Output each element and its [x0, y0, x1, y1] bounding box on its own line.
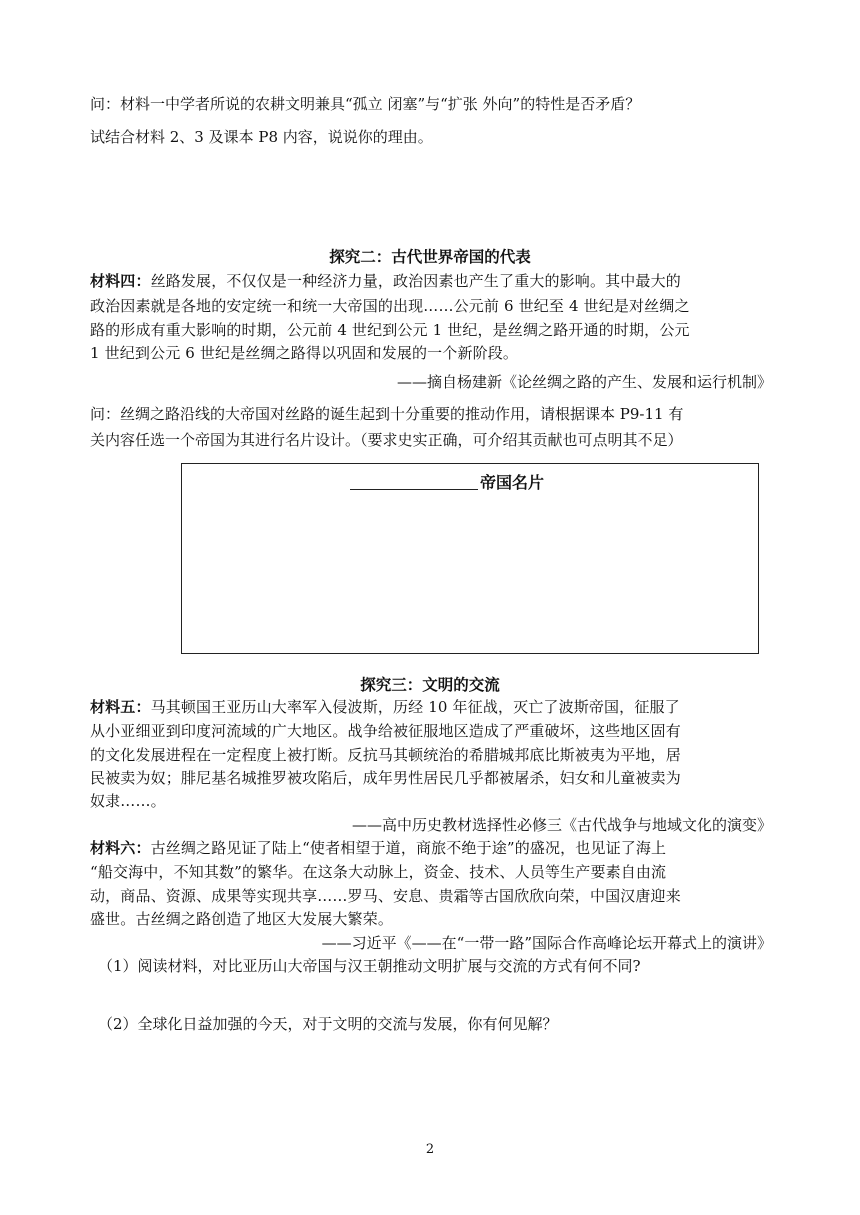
- material-text: “船交海中，不知其数”的繁华。在这条大动脉上，资金、技术、人员等生产要素自由流: [90, 863, 667, 881]
- material-paragraph: [90, 271, 780, 291]
- material-source: ——高中历史教材选择性必修三《古代战争与地域文化的演变》: [351, 816, 772, 834]
- material-text: 民被卖为奴；腓尼基名城推罗被攻陷后，成年男性居民几乎都被屠杀，妇女和儿童被卖为: [90, 769, 681, 787]
- material-text: 丝路发展，不仅仅是一种经济力量，政治因素也产生了重大的影响。其中最大的: [150, 272, 681, 290]
- material-paragraph: [90, 838, 780, 858]
- question-text: 关内容任选一个帝国为其进行名片设计。（要求史实正确，可介绍其贡献也可点明其不足）: [90, 431, 683, 449]
- material-paragraph: [90, 697, 780, 717]
- question-text: （2）全球化日益加强的今天，对于文明的交流与发展，你有何见解？: [98, 1015, 558, 1033]
- material-source: ——习近平《——在“一带一路”国际合作高峰论坛开幕式上的演讲》: [321, 934, 772, 952]
- material-label: 材料四：: [90, 272, 151, 290]
- material-label: 材料五：: [90, 698, 151, 716]
- question-text: 问：材料一中学者所说的农耕文明兼具“孤立 闭塞”与“扩张 外向”的特性是否矛盾？: [90, 95, 641, 113]
- card-title: [350, 470, 544, 493]
- material-label: 材料六：: [90, 839, 151, 857]
- material-text: 古丝绸之路见证了陆上“使者相望于道，商旅不绝于途”的盛况，也见证了海上: [150, 839, 667, 857]
- material-text: 从小亚细亚到印度河流域的广大地区。战争给被征服地区造成了严重破坏，这些地区固有: [90, 722, 681, 740]
- material-text: 的文化发展进程在一定程度上被打断。反抗马其顿统治的希腊城邦底比斯被夷为平地，居: [90, 746, 681, 764]
- material-text: 马其顿国王亚历山大率军入侵波斯，历经 10 年征战，灭亡了波斯帝国，征服了: [150, 698, 680, 716]
- empire-name-blank[interactable]: [350, 473, 478, 490]
- card-title-text: 帝国名片: [480, 473, 545, 492]
- question-text: 问：丝绸之路沿线的大帝国对丝路的诞生起到十分重要的推动作用，请根据课本 P9-11 有: [90, 405, 684, 423]
- material-text: 1 世纪到公元 6 世纪是丝绸之路得以巩固和发展的一个新阶段。: [90, 344, 519, 362]
- question-text: 试结合材料 2、3 及课本 P8 内容，说说你的理由。: [90, 128, 433, 146]
- section-heading: 探究二：古代世界帝国的代表: [329, 248, 531, 266]
- material-text: 动，商品、资源、成果等实现共享……罗马、安息、贵霜等古国欣欣向荣，中国汉唐迎来: [90, 887, 681, 905]
- question-text: （1）阅读材料，对比亚历山大帝国与汉王朝推动文明扩展与交流的方式有何不同?: [98, 957, 641, 975]
- empire-card-box[interactable]: [181, 463, 759, 654]
- material-text: 奴隶……。: [90, 792, 166, 810]
- page-number: 2: [425, 1142, 435, 1157]
- material-text: 盛世。古丝绸之路创造了地区大发展大繁荣。: [90, 910, 394, 928]
- section-heading: 探究三：文明的交流: [360, 676, 500, 694]
- material-text: 政治因素就是各地的安定统一和统一大帝国的出现……公元前 6 世纪至 4 世纪是对丝绸之: [90, 297, 690, 315]
- material-source: ——摘自杨建新《论丝绸之路的产生、发展和运行机制》: [396, 373, 772, 391]
- material-text: 路的形成有重大影响的时期，公元前 4 世纪到公元 1 世纪，是丝绸之路开通的时期，公元: [90, 321, 690, 339]
